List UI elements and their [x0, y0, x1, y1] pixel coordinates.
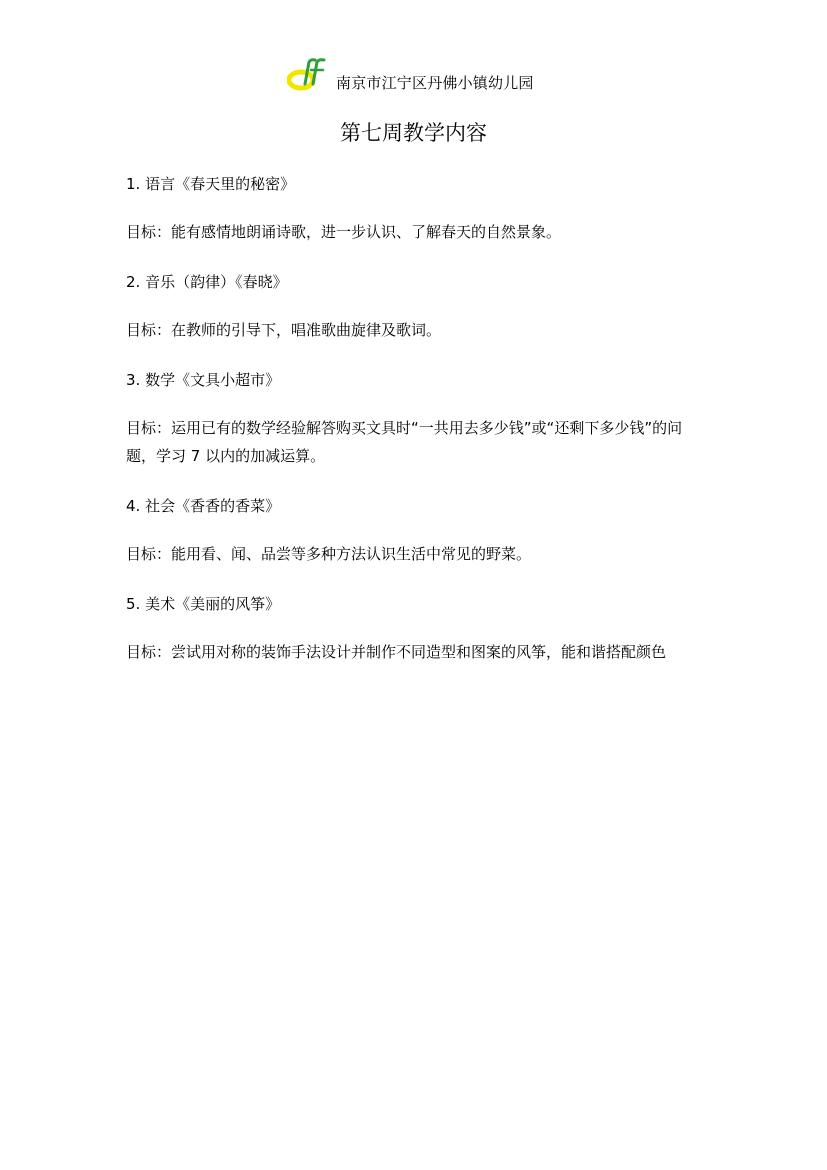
- lesson-item: [126, 492, 706, 590]
- lesson-item: [126, 590, 706, 666]
- page-title: 第七周教学内容: [340, 121, 487, 145]
- lesson-item: [126, 268, 706, 366]
- kindergarten-logo-icon: [287, 58, 327, 92]
- school-name: 南京市江宁区丹佛小镇幼儿园: [336, 74, 534, 92]
- document-header: [0, 58, 827, 94]
- lesson-title: 4. 社会《香香的香菜》: [126, 497, 281, 515]
- lesson-goal: 目标：能用看、闻、品尝等多种方法认识生活中常见的野菜。: [126, 545, 532, 563]
- lesson-goal: 目标：尝试用对称的装饰手法设计并制作不同造型和图案的风筝，能和谐搭配颜色: [126, 643, 667, 661]
- lesson-title: 3. 数学《文具小超市》: [126, 371, 281, 389]
- lesson-item: [126, 170, 706, 268]
- lesson-list: [126, 170, 706, 666]
- lesson-goal: 目标：在教师的引导下，唱准歌曲旋律及歌词。: [126, 321, 442, 339]
- lesson-item: [126, 366, 706, 492]
- lesson-title: 1. 语言《春天里的秘密》: [126, 175, 296, 193]
- lesson-goal: 目标：运用已有的数学经验解答购买文具时“一共用去多少钱”或“还剩下多少钱”的问题，学习 7 以内的加减运算。: [126, 419, 683, 465]
- lesson-title: 5. 美术《美丽的风筝》: [126, 595, 281, 613]
- lesson-goal: 目标：能有感情地朗诵诗歌，进一步认识、了解春天的自然景象。: [126, 223, 562, 241]
- lesson-title: 2. 音乐（韵律）《春晓》: [126, 273, 288, 291]
